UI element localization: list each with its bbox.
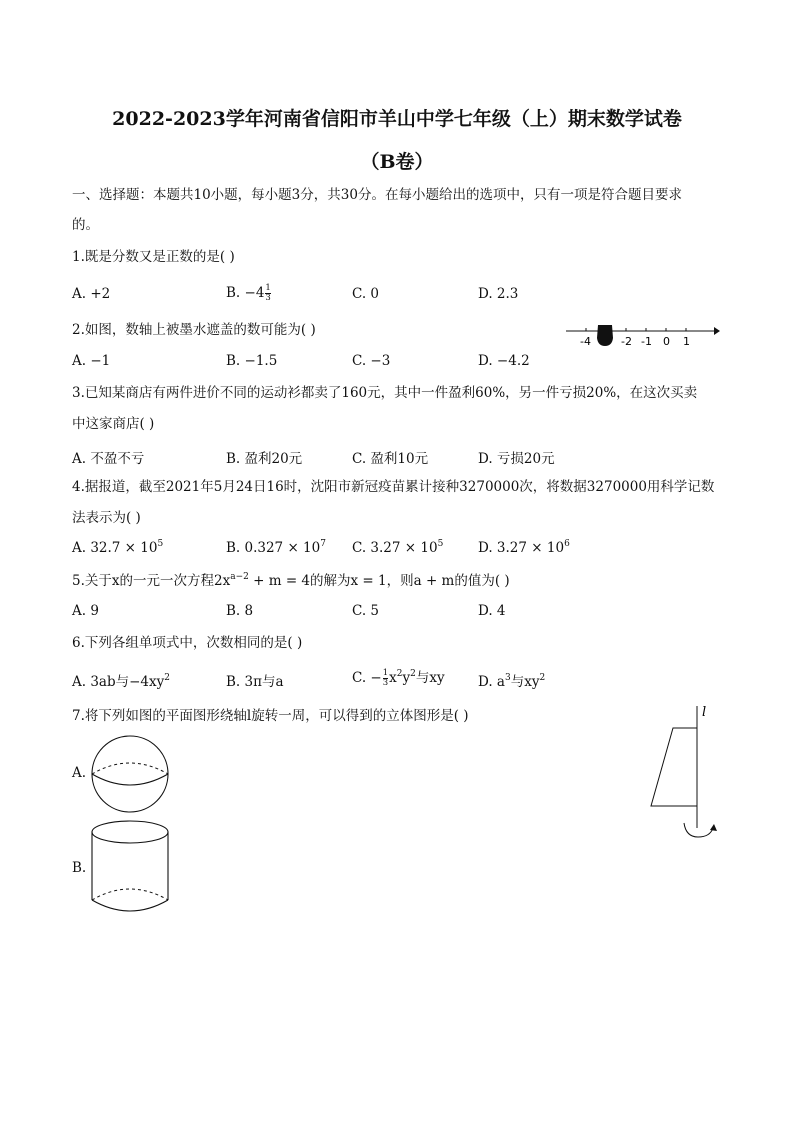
number-line-figure — [564, 318, 724, 350]
q3-option-b: B. 盈利20元 — [226, 451, 303, 467]
q2-option-c: C. −3 — [352, 353, 391, 369]
page-subtitle: （B卷） — [360, 151, 434, 173]
q7-option-b-label: B. — [72, 860, 87, 876]
question-1-stem: 1.既是分数又是正数的是( ) — [72, 249, 235, 265]
q1-option-c: C. 0 — [352, 286, 380, 302]
question-4-stem: 4.据报道，截至2021年5月24日16时，沈阳市新冠疫苗累计接种3270000次，将数据3270000用科学记数 — [72, 479, 715, 495]
q3-option-c: C. 盈利10元 — [352, 451, 429, 467]
rotation-figure — [640, 700, 730, 845]
q3-option-a: A. 不盈不亏 — [72, 451, 145, 467]
sphere-figure — [88, 734, 174, 814]
q6-option-d: D. $a^3$与$xy^2$ — [478, 673, 546, 690]
tick-label: 1 — [683, 335, 690, 348]
question-7-stem: 7.将下列如图的平面图形绕轴l旋转一周，可以得到的立体图形是( ) — [72, 708, 469, 724]
q1-option-d: D. 2.3 — [478, 286, 519, 302]
q5-option-a: A. 9 — [72, 603, 99, 619]
q2-option-d: D. −4.2 — [478, 353, 530, 369]
q4-option-b: B. $0.327 \times 10^7$ — [226, 539, 326, 556]
section-heading: 一、选择题：本题共10小题，每小题3分，共30分。在每小题给出的选项中，只有一项是符合题目要求 — [72, 187, 682, 203]
question-3-stem-cont: 中这家商店( ) — [72, 416, 155, 432]
q1-option-b: B. −4 $\frac{1}{3}$ — [226, 283, 271, 303]
q2-option-b: B. −1.5 — [226, 353, 278, 369]
section-heading-cont: 的。 — [72, 217, 99, 233]
question-4-stem-cont: 法表示为( ) — [72, 510, 141, 526]
tick-label: -2 — [621, 335, 632, 348]
page-title: 2022-2023学年河南省信阳市羊山中学七年级（上）期末数学试卷 — [112, 108, 682, 130]
axis-label: l — [702, 705, 707, 720]
q7-option-a-label: A. — [72, 765, 87, 781]
q4-option-a: A. $32.7 \times 10^5$ — [72, 539, 164, 556]
q4-option-c: C. $3.27 \times 10^5$ — [352, 539, 444, 556]
tick-label: -1 — [641, 335, 652, 348]
q4-option-d: D. $3.27 \times 10^6$ — [478, 539, 570, 556]
rotation-arrow-icon — [684, 823, 713, 837]
tick-label: 0 — [663, 335, 670, 348]
question-3-stem: 3.已知某商店有两件进价不同的运动衫都卖了160元，其中一件盈利60%，另一件亏损20%，在这次买卖 — [72, 385, 698, 401]
q3-option-d: D. 亏损20元 — [478, 451, 555, 467]
q2-option-a: A. −1 — [72, 353, 111, 369]
q5-option-c: C. 5 — [352, 603, 380, 619]
q5-option-b: B. 8 — [226, 603, 254, 619]
cylinder-figure — [88, 820, 174, 916]
tick-label: -4 — [580, 335, 591, 348]
question-5-stem: 5.关于x的一元一次方程$2x^{a-2} + m = 4$的解为x = 1，则a + m的值为( ) — [72, 572, 510, 589]
q1-option-a: A. +2 — [72, 286, 111, 302]
ink-blot — [597, 325, 613, 346]
q6-option-a: A. 3ab与$-4xy^2$ — [72, 673, 170, 690]
q6-option-c: C. − $\frac{1}{3}$ $x^2y^2$与xy — [352, 668, 445, 688]
q6-option-b: B. 3π与a — [226, 674, 284, 690]
question-2-stem: 2.如图，数轴上被墨水遮盖的数可能为( ) — [72, 322, 316, 338]
q5-option-d: D. 4 — [478, 603, 506, 619]
question-6-stem: 6.下列各组单项式中，次数相同的是( ) — [72, 635, 303, 651]
